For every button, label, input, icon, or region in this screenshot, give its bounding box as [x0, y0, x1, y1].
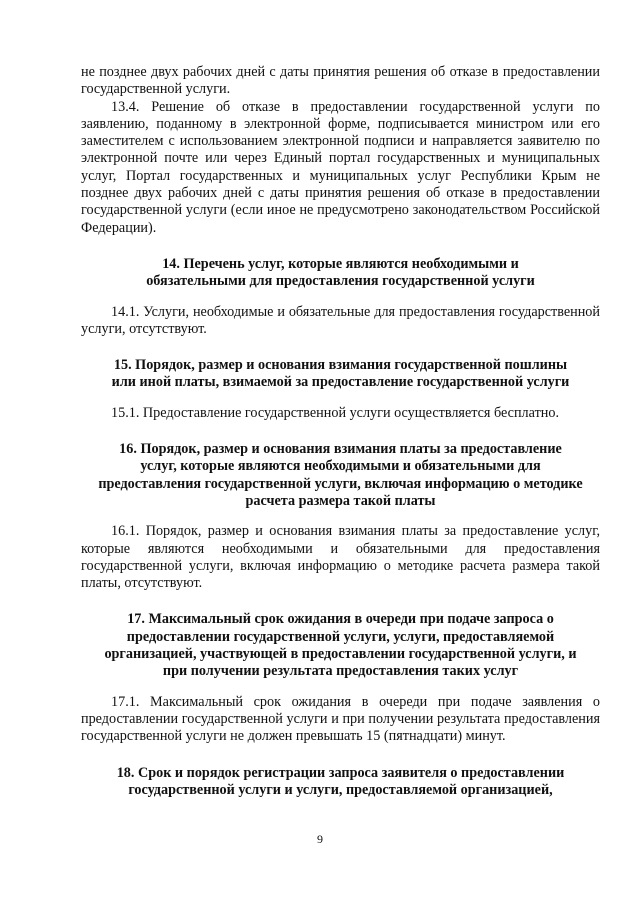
- paragraph-17-1: 17.1. Максимальный срок ожидания в очереди при подаче заявления о предоставлении государственной услуги и при получении результата предоставления государственной услуги не должен превышать 15 (пятнадцати) минут.: [81, 693, 600, 745]
- heading-line: предоставления государственной услуги, включая информацию о методике: [98, 475, 583, 492]
- heading-line: обязательными для предоставления государственной услуги: [146, 273, 535, 290]
- heading-line: организацией, участвующей в предоставлении государственной услуги, и: [104, 646, 577, 663]
- section-heading-17: [81, 611, 600, 680]
- section-heading-14: [81, 256, 600, 291]
- heading-line: 18. Срок и порядок регистрации запроса заявителя о предоставлении: [116, 764, 565, 781]
- section-heading-18: [81, 765, 600, 800]
- heading-line: государственной услуги и услуги, предоставляемой организацией,: [128, 781, 553, 798]
- heading-line: 16. Порядок, размер и основания взимания платы за предоставление: [119, 441, 562, 458]
- heading-line: при получении результата предоставления таких услуг: [162, 663, 519, 680]
- page-number: 9: [317, 832, 323, 846]
- heading-line: или иной платы, взимаемой за предоставление государственной услуги: [111, 374, 570, 391]
- paragraph-14-1: 14.1. Услуги, необходимые и обязательные для предоставления государственной услуги, отсутствуют.: [81, 303, 600, 337]
- heading-line: 17. Максимальный срок ожидания в очереди при подаче запроса о: [127, 611, 554, 628]
- heading-line: предоставлении государственной услуги, услуги, предоставляемой: [126, 628, 555, 645]
- heading-line: услуг, которые являются необходимыми и обязательными для: [140, 458, 541, 475]
- heading-line: расчета размера такой платы: [245, 492, 436, 509]
- section-heading-16: [81, 441, 600, 510]
- paragraph-16-1: 16.1. Порядок, размер и основания взимания платы за предоставление услуг, которые являются необходимыми и обязательными для предоставления государственной услуги, включая информацию о методике расчета размера такой платы, отсутствуют.: [81, 523, 600, 592]
- section-heading-15: [81, 357, 600, 392]
- paragraph-13-4: 13.4. Решение об отказе в предоставлении государственной услуги по заявлению, поданному в электронной форме, подписывается министром или его заместителем с использованием электронной подписи и направляется заявителю по электронной почте или через Единый портал государственных и муниципальных услуг, Портал государственных и муниципальных услуг Республики Крым не позднее двух рабочих дней с даты принятия решения об отказе в предоставлении государственной услуги (если иное не предусмотрено законодательством Российской Федерации).: [81, 98, 600, 236]
- heading-line: 15. Порядок, размер и основания взимания государственной пошлины: [113, 357, 568, 374]
- heading-line: 14. Перечень услуг, которые являются необходимыми и: [162, 255, 519, 272]
- paragraph-13-3-continuation: не позднее двух рабочих дней с даты принятия решения об отказе в предоставлении государственной услуги.: [81, 64, 600, 98]
- page-content: [81, 64, 600, 799]
- paragraph-15-1: 15.1. Предоставление государственной услуги осуществляется бесплатно.: [111, 404, 560, 421]
